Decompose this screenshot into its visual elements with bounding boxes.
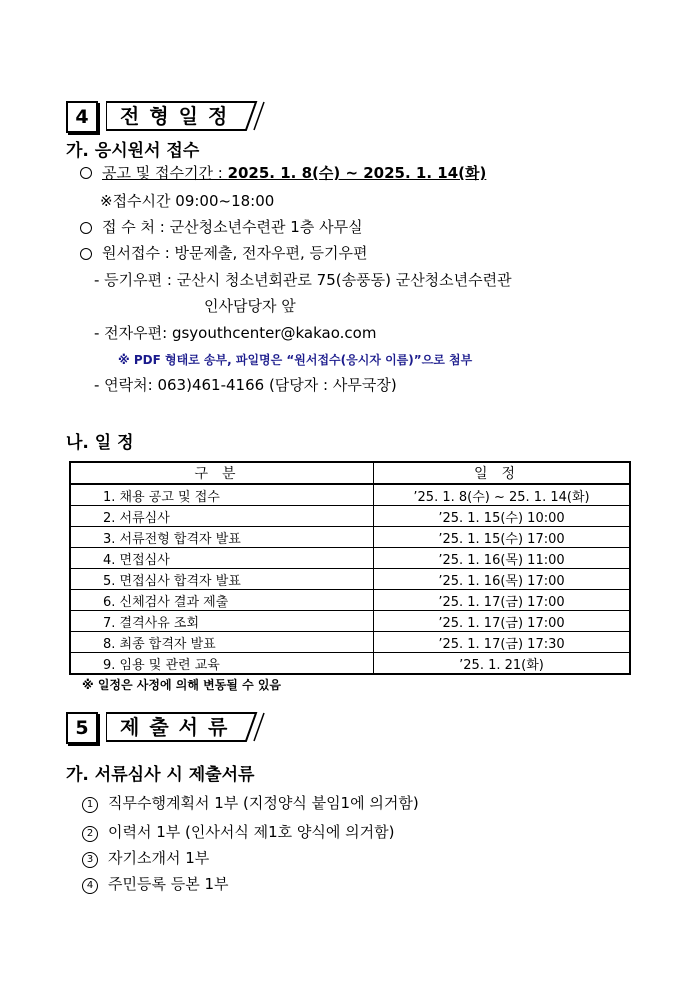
list-item: 3 자기소개서 1부 bbox=[82, 847, 209, 868]
reception-time-note: ※접수시간 09:00~18:00 bbox=[100, 192, 275, 210]
registered-mail-recipient: 인사담당자 앞 bbox=[204, 297, 296, 315]
section-number: 4 bbox=[66, 101, 98, 133]
bullet-circle-icon bbox=[80, 248, 92, 260]
table-row: 3. 서류전형 합격자 발표 ’25. 1. 15(수) 17:00 bbox=[70, 527, 630, 548]
list-item: 2 이력서 1부 (인사서식 제1호 양식에 의거함) bbox=[82, 821, 394, 842]
registered-mail-line: - 등기우편 : 군산시 청소년회관로 75(송풍동) 군산청소년수련관 bbox=[94, 271, 512, 289]
table-row: 2. 서류심사 ’25. 1. 15(수) 10:00 bbox=[70, 506, 630, 527]
subsection-heading: 나. 일 정 bbox=[66, 433, 134, 453]
list-item: 4 주민등록 등본 1부 bbox=[82, 873, 229, 894]
subsection-heading: 가. 서류심사 시 제출서류 bbox=[66, 765, 255, 785]
table-row: 7. 결격사유 조회 ’25. 1. 17(금) 17:00 bbox=[70, 611, 630, 632]
table-row: 8. 최종 합격자 발표 ’25. 1. 17(금) 17:30 bbox=[70, 632, 630, 653]
column-header: 일정 bbox=[374, 462, 631, 484]
section-4-heading bbox=[66, 101, 276, 133]
circled-number: 2 bbox=[82, 826, 98, 842]
table-header-row bbox=[70, 462, 630, 484]
table-row: 5. 면접심사 합격자 발표 ’25. 1. 16(목) 17:00 bbox=[70, 569, 630, 590]
section-5-heading bbox=[66, 712, 276, 744]
reception-place: 접 수 처 : 군산청소년수련관 1층 사무실 bbox=[102, 218, 363, 236]
bullet-circle-icon bbox=[80, 222, 92, 234]
circled-number: 1 bbox=[82, 797, 98, 813]
section-title bbox=[106, 712, 266, 742]
email-note: ※ PDF 형태로 송부, 파일명은 “원서접수(응시자 이름)”으로 첨부 bbox=[118, 353, 473, 367]
application-method: 원서접수 : 방문제출, 전자우편, 등기우편 bbox=[102, 244, 368, 262]
table-row: 6. 신체검사 결과 제출 ’25. 1. 17(금) 17:00 bbox=[70, 590, 630, 611]
schedule-note: ※ 일정은 사정에 의해 변동될 수 있음 bbox=[82, 678, 282, 692]
section-title-text: 제출서류 bbox=[120, 715, 238, 739]
circled-number: 3 bbox=[82, 852, 98, 868]
table-row: 4. 면접심사 ’25. 1. 16(목) 11:00 bbox=[70, 548, 630, 569]
table-row: 9. 임용 및 관련 교육 ’25. 1. 21(화) bbox=[70, 653, 630, 675]
column-header: 구분 bbox=[70, 462, 374, 484]
list-item: 1 직무수행계획서 1부 (지정양식 붙임1에 의거함) bbox=[82, 792, 419, 813]
section-title-text: 전형일정 bbox=[120, 104, 238, 128]
subsection-heading: 가. 응시원서 접수 bbox=[66, 141, 200, 161]
application-period: 공고 및 접수기간 : 2025. 1. 8(수) ~ 2025. 1. 14(화) bbox=[102, 164, 487, 182]
email-line: - 전자우편: gsyouthcenter@kakao.com bbox=[94, 324, 377, 342]
contact-line: - 연락처: 063)461-4166 (담당자 : 사무국장) bbox=[94, 376, 397, 394]
section-title bbox=[106, 101, 266, 131]
circled-number: 4 bbox=[82, 878, 98, 894]
section-number: 5 bbox=[66, 712, 98, 744]
schedule-table bbox=[69, 461, 631, 675]
bullet-circle-icon bbox=[80, 167, 92, 179]
table-row: 1. 채용 공고 및 접수 ’25. 1. 8(수) ~ 25. 1. 14(화) bbox=[70, 484, 630, 506]
